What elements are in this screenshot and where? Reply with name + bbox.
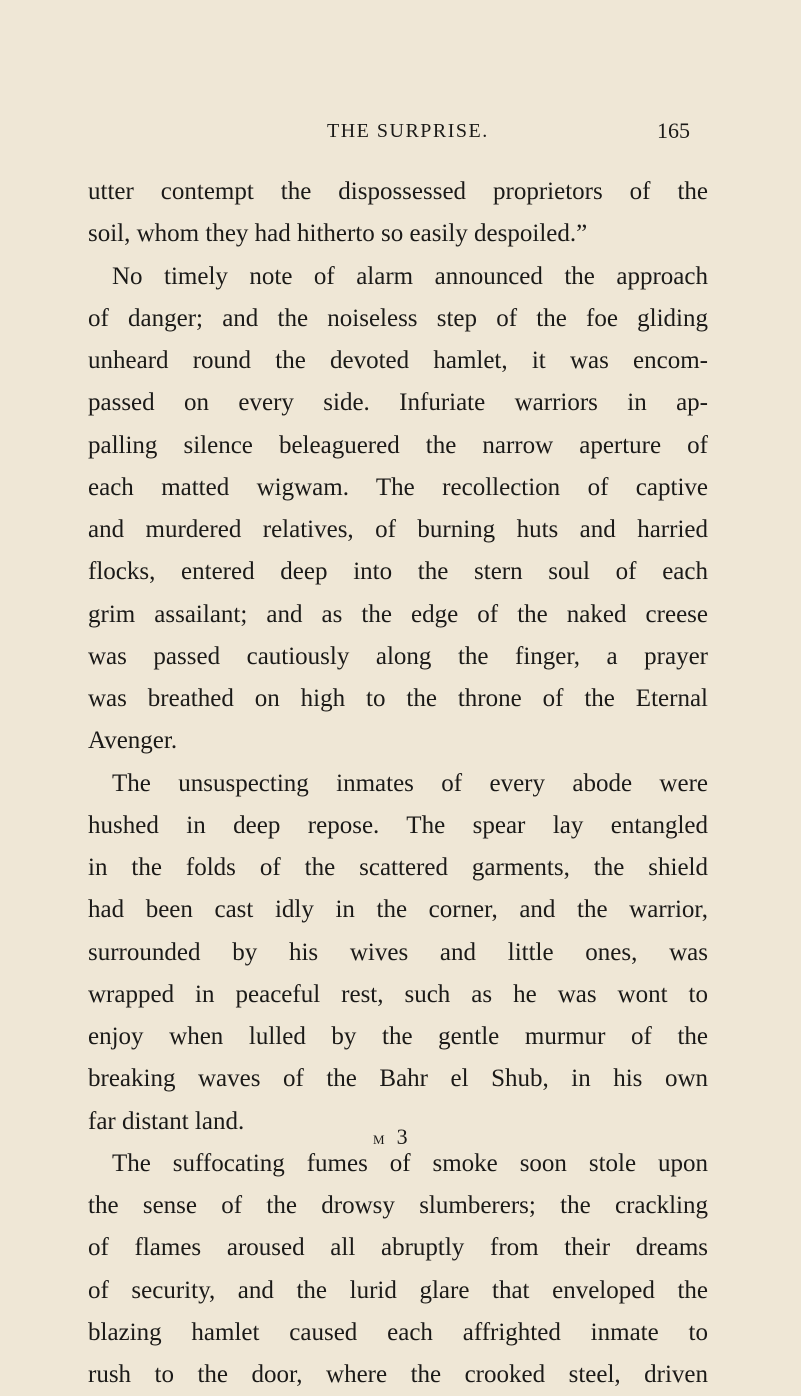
text-line: grim assailant; and as the edge of the naked creese [88, 600, 708, 628]
text-line: No timely note of alarm announced the approach [112, 262, 708, 290]
text-line: soil, whom they had hitherto so easily despoiled.” [88, 220, 588, 248]
text-line: of flames aroused all abruptly from their dreams [88, 1234, 708, 1262]
text-line: hushed in deep repose. The spear lay entangled [88, 811, 708, 839]
text-line: rush to the door, where the crooked steel, driven [88, 1361, 708, 1388]
page-number: 165 [657, 118, 690, 143]
text-line: The unsuspecting inmates of every abode were [112, 769, 708, 797]
text-line: of security, and the lurid glare that enveloped the [88, 1276, 708, 1304]
text-line: passed on every side. Infuriate warriors in ap- [88, 389, 708, 417]
text-line: each matted wigwam. The recollection of captive [88, 473, 708, 501]
signature-number: 3 [396, 1124, 410, 1149]
text-line: and murdered relatives, of burning huts and harried [88, 516, 708, 543]
running-header [0, 116, 801, 146]
text-line: far distant land. [88, 1107, 245, 1135]
text-line: was breathed on high to the throne of the Eternal [88, 685, 708, 712]
text-line: was passed cautiously along the finger, a prayer [88, 642, 708, 670]
text-line: had been cast idly in the corner, and the warrior, [88, 896, 708, 924]
text-line: in the folds of the scattered garments, the shield [88, 854, 708, 881]
text-line: flocks, entered deep into the stern soul of each [88, 558, 708, 586]
text-line: surrounded by his wives and little ones, was [88, 938, 708, 966]
running-title: THE SURPRISE. [327, 120, 489, 142]
text-line: the sense of the drowsy slumberers; the crackling [88, 1192, 708, 1219]
text-line: unheard round the devoted hamlet, it was encom- [88, 347, 708, 374]
signature-mark [373, 1122, 410, 1154]
text-line: enjoy when lulled by the gentle murmur of the [88, 1023, 708, 1050]
text-line: Avenger. [88, 727, 178, 755]
text-line: The suffocating fumes of smoke soon stole upon [112, 1149, 708, 1177]
text-line: breaking waves of the Bahr el Shub, in his own [88, 1065, 708, 1093]
text-line: of danger; and the noiseless step of the foe gliding [88, 304, 708, 332]
text-line: blazing hamlet caused each affrighted inmate to [88, 1318, 708, 1346]
body-text [88, 171, 708, 1396]
text-line: utter contempt the dispossessed proprietors of the [88, 178, 708, 205]
text-line: palling silence beleaguered the narrow aperture of [88, 431, 708, 459]
signature-letter: m [373, 1128, 387, 1149]
text-line: wrapped in peaceful rest, such as he was wont to [88, 980, 708, 1008]
